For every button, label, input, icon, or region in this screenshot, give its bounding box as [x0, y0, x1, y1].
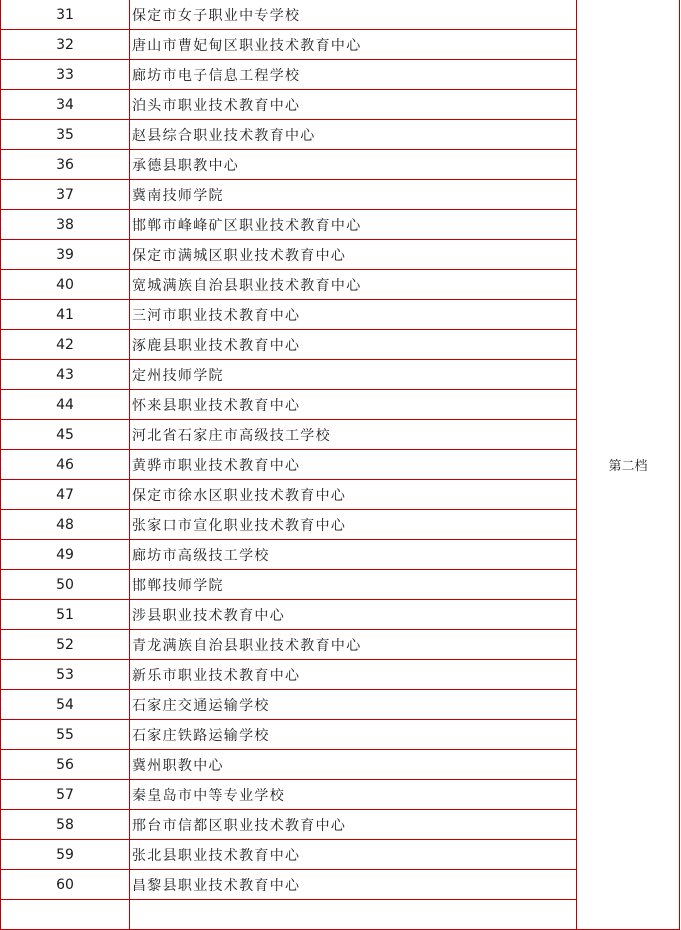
row-number: 48: [1, 510, 130, 540]
row-number: 58: [1, 810, 130, 840]
school-name: 承德县职教中心: [130, 150, 577, 180]
row-number: 43: [1, 360, 130, 390]
row-number: 44: [1, 390, 130, 420]
school-name: 邢台市信都区职业技术教育中心: [130, 810, 577, 840]
row-number: 36: [1, 150, 130, 180]
row-number: 57: [1, 780, 130, 810]
school-name: 河北省石家庄市高级技工学校: [130, 420, 577, 450]
school-name: 保定市女子职业中专学校: [130, 0, 577, 30]
row-number: 52: [1, 630, 130, 660]
table-body: [1, 0, 680, 930]
row-number: 34: [1, 90, 130, 120]
school-name: 唐山市曹妃甸区职业技术教育中心: [130, 30, 577, 60]
row-number: 40: [1, 270, 130, 300]
row-number: 37: [1, 180, 130, 210]
row-number: 50: [1, 570, 130, 600]
school-name: 怀来县职业技术教育中心: [130, 390, 577, 420]
row-number: 55: [1, 720, 130, 750]
school-name: 冀南技师学院: [130, 180, 577, 210]
row-number: 31: [1, 0, 130, 30]
row-number: 35: [1, 120, 130, 150]
school-name: 张家口市宣化职业技术教育中心: [130, 510, 577, 540]
row-number: 32: [1, 30, 130, 60]
school-name: 涉县职业技术教育中心: [130, 600, 577, 630]
table-row: [1, 0, 680, 30]
empty-cell: [1, 900, 130, 930]
school-name: 宽城满族自治县职业技术教育中心: [130, 270, 577, 300]
school-name: 定州技师学院: [130, 360, 577, 390]
school-name: 石家庄交通运输学校: [130, 690, 577, 720]
school-name: 青龙满族自治县职业技术教育中心: [130, 630, 577, 660]
school-name: 张北县职业技术教育中心: [130, 840, 577, 870]
tier-label: 第二档: [577, 0, 680, 930]
school-name: 黄骅市职业技术教育中心: [130, 450, 577, 480]
school-name: 邯郸技师学院: [130, 570, 577, 600]
row-number: 46: [1, 450, 130, 480]
school-name: 冀州职教中心: [130, 750, 577, 780]
school-name: 涿鹿县职业技术教育中心: [130, 330, 577, 360]
row-number: 42: [1, 330, 130, 360]
row-number: 51: [1, 600, 130, 630]
school-name: 赵县综合职业技术教育中心: [130, 120, 577, 150]
row-number: 53: [1, 660, 130, 690]
school-name: 廊坊市电子信息工程学校: [130, 60, 577, 90]
row-number: 33: [1, 60, 130, 90]
school-name: 石家庄铁路运输学校: [130, 720, 577, 750]
row-number: 39: [1, 240, 130, 270]
row-number: 54: [1, 690, 130, 720]
row-number: 49: [1, 540, 130, 570]
school-name: 昌黎县职业技术教育中心: [130, 870, 577, 900]
empty-cell: [130, 900, 577, 930]
row-number: 60: [1, 870, 130, 900]
row-number: 59: [1, 840, 130, 870]
row-number: 45: [1, 420, 130, 450]
row-number: 47: [1, 480, 130, 510]
school-name: 邯郸市峰峰矿区职业技术教育中心: [130, 210, 577, 240]
school-name: 保定市满城区职业技术教育中心: [130, 240, 577, 270]
row-number: 41: [1, 300, 130, 330]
school-name: 保定市徐水区职业技术教育中心: [130, 480, 577, 510]
school-name: 泊头市职业技术教育中心: [130, 90, 577, 120]
school-name: 秦皇岛市中等专业学校: [130, 780, 577, 810]
row-number: 56: [1, 750, 130, 780]
row-number: 38: [1, 210, 130, 240]
school-name: 新乐市职业技术教育中心: [130, 660, 577, 690]
school-name: 三河市职业技术教育中心: [130, 300, 577, 330]
school-name: 廊坊市高级技工学校: [130, 540, 577, 570]
